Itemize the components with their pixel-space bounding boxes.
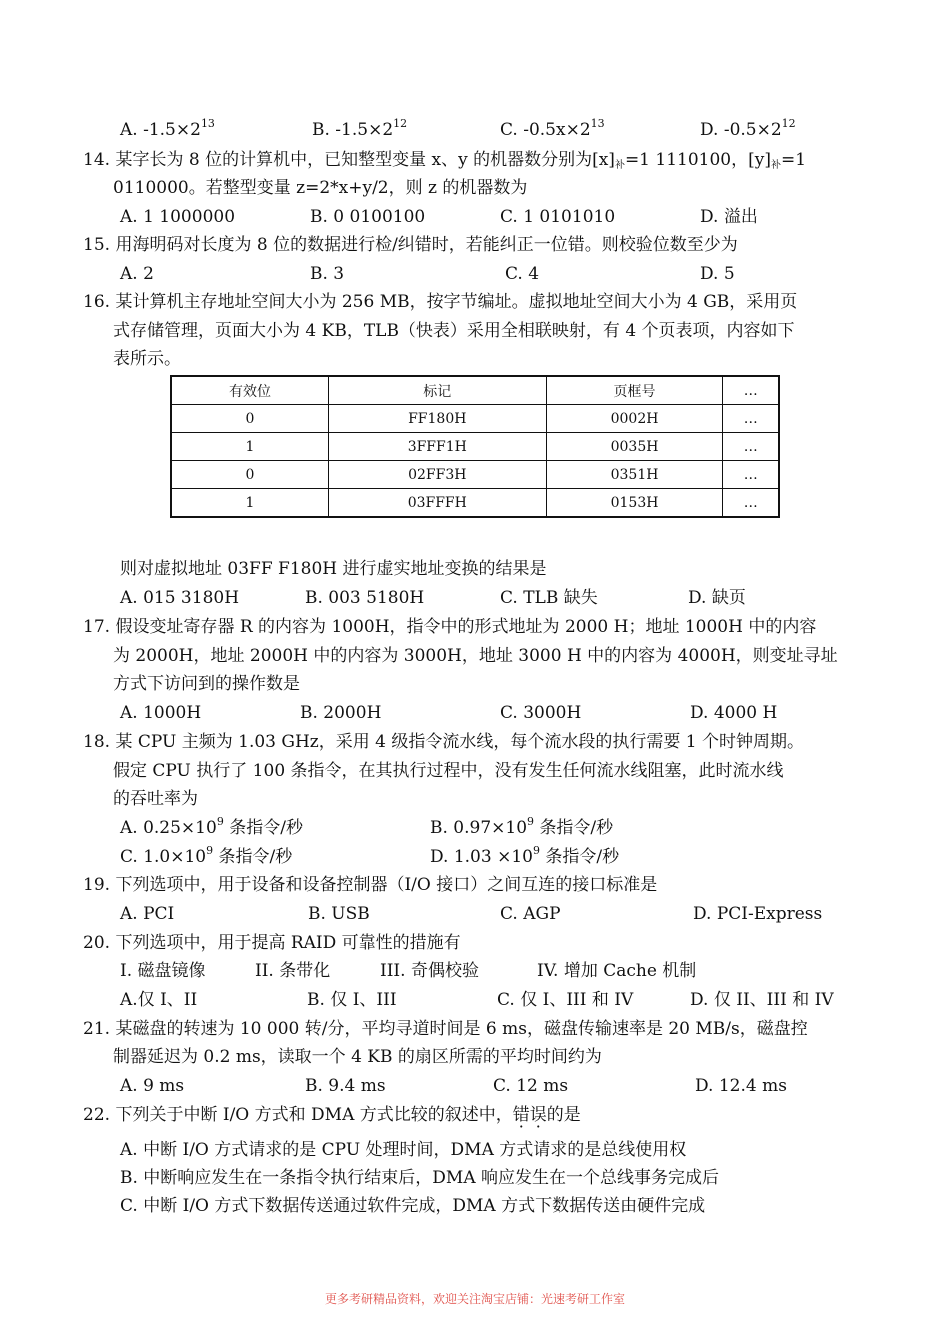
table-header: … [723, 376, 779, 405]
emphasis-char: 误 [529, 1105, 547, 1125]
q15-line1: 15. 用海明码对长度为 8 位的数据进行检/纠错时，若能纠正一位错。则校验位数至少为 [83, 235, 738, 255]
q21-option-d: D. 12.4 ms [695, 1076, 787, 1096]
table-cell: … [723, 433, 779, 461]
q20-option-b: B. 仅 I、III [307, 990, 397, 1010]
table-cell: … [723, 489, 779, 518]
q21-option-a: A. 9 ms [120, 1076, 185, 1096]
table-header: 标记 [328, 376, 546, 405]
q18-option-c: C. $1.0\times 10^9$ 条指令/秒 [120, 844, 293, 867]
q15-option-c: C. 4 [505, 264, 540, 284]
q16-line2: 式存储管理，页面大小为 4 KB，TLB（快表）采用全相联映射，有 4 个页表项，内容如下 [113, 321, 795, 341]
q20-option-d: D. 仅 II、III 和 IV [690, 990, 834, 1010]
q21-line1: 21. 某磁盘的转速为 10 000 转/分，平均寻道时间是 6 ms，磁盘传输速率是 20 MB/s，磁盘控 [83, 1019, 808, 1039]
q21-line2: 制器延迟为 0.2 ms，读取一个 4 KB 的扇区所需的平均时间约为 [113, 1047, 602, 1067]
emphasis-char: 错 [512, 1105, 530, 1125]
q22-option-b: B. 中断响应发生在一条指令执行结束后，DMA 响应发生在一个总线事务完成后 [120, 1168, 720, 1188]
q13-option-b: B. $-1.5\times 2^{12}$ [312, 117, 408, 140]
q19-option-c: C. AGP [500, 904, 561, 924]
q17-option-b: B. 2000H [300, 703, 382, 723]
q20-item-2: II. 条带化 [255, 961, 331, 981]
table-cell: 03FFFH [328, 489, 546, 518]
table-row [171, 461, 779, 489]
q19-line1: 19. 下列选项中，用于设备和设备控制器（I/O 接口）之间互连的接口标准是 [83, 875, 658, 895]
table-header-row [171, 376, 779, 405]
q19-option-a: A. PCI [120, 904, 175, 924]
table-cell: 3FFF1H [328, 433, 546, 461]
table-row [171, 433, 779, 461]
table-cell: 0 [171, 461, 328, 489]
q14-option-a: A. 1 1000000 [120, 207, 236, 227]
table-cell: 1 [171, 433, 328, 461]
footer-watermark-text: 更多考研精品资料，欢迎关注淘宝店铺：光速考研工作室 [324, 1292, 625, 1306]
table-cell: 02FF3H [328, 461, 546, 489]
q21-option-c: C. 12 ms [493, 1076, 569, 1096]
q18-option-b: B. $0.97\times 10^9$ 条指令/秒 [430, 815, 614, 838]
q15-option-d: D. 5 [700, 264, 735, 284]
q18-option-d: D. $1.03 \times 10^9$ 条指令/秒 [430, 844, 620, 867]
q22-option-c: C. 中断 I/O 方式下数据传送通过软件完成，DMA 方式下数据传送由硬件完成 [120, 1196, 706, 1216]
q14-option-d: D. 溢出 [700, 207, 758, 227]
q18-option-a: A. $0.25\times 10^9$ 条指令/秒 [120, 815, 303, 838]
table-row [171, 405, 779, 433]
q16-line3: 表所示。 [113, 349, 181, 369]
q18-line1: 18. 某 CPU 主频为 1.03 GHz，采用 4 级指令流水线，每个流水段的执行需要 1 个时钟周期。 [83, 732, 805, 752]
q22-line1: 22. 下列关于中断 I/O 方式和 DMA 方式比较的叙述中，错误的是 [83, 1105, 581, 1125]
table-cell: 0351H [546, 461, 723, 489]
q14-option-b: B. 0 0100100 [310, 207, 426, 227]
q17-option-d: D. 4000 H [690, 703, 778, 723]
q17-line1: 17. 假设变址寄存器 R 的内容为 1000H，指令中的形式地址为 2000 H；地址 1000H 中的内容 [83, 617, 817, 637]
q16-after-table: 则对虚拟地址 03FF F180H 进行虚实地址变换的结果是 [120, 559, 547, 579]
q14-line1: 14. 某字长为 8 位的计算机中，已知整型变量 x、y 的机器数分别为$[x]_补=1$ 1110100，$[y]_补=1$ [83, 150, 807, 171]
table-cell: 0 [171, 405, 328, 433]
table-row [171, 489, 779, 518]
q20-line1: 20. 下列选项中，用于提高 RAID 可靠性的措施有 [83, 933, 461, 953]
q15-option-a: A. 2 [120, 264, 154, 284]
q16-option-a: A. 015 3180H [120, 588, 240, 608]
q18-line3: 的吞吐率为 [113, 789, 198, 809]
table-cell: … [723, 405, 779, 433]
q14-option-c: C. 1 0101010 [500, 207, 616, 227]
q20-item-1: I. 磁盘镜像 [120, 961, 206, 981]
table-header: 有效位 [171, 376, 328, 405]
table-cell: FF180H [328, 405, 546, 433]
q13-option-a: A. $-1.5\times 2^{13}$ [120, 117, 215, 140]
q15-option-b: B. 3 [310, 264, 345, 284]
q17-line3: 方式下访问到的操作数是 [113, 674, 300, 694]
q13-option-d: D. $-0.5\times 2^{12}$ [700, 117, 796, 140]
q20-item-3: III. 奇偶校验 [380, 961, 479, 981]
table-cell: 1 [171, 489, 328, 518]
q21-option-b: B. 9.4 ms [305, 1076, 386, 1096]
q20-item-4: IV. 增加 Cache 机制 [537, 961, 697, 981]
q20-option-c: C. 仅 I、III 和 IV [497, 990, 634, 1010]
table-header: 页框号 [546, 376, 723, 405]
q13-option-c: C. $-0.5x\times 2^{13}$ [500, 117, 605, 140]
q17-option-c: C. 3000H [500, 703, 582, 723]
table-cell: … [723, 461, 779, 489]
q17-option-a: A. 1000H [120, 703, 202, 723]
q16-option-c: C. TLB 缺失 [500, 588, 598, 608]
q16-option-b: B. 003 5180H [305, 588, 425, 608]
q18-line2: 假定 CPU 执行了 100 条指令，在其执行过程中，没有发生任何流水线阻塞，此时流水线 [113, 761, 784, 781]
tlb-table [170, 375, 780, 518]
q20-option-a: A.仅 I、II [120, 990, 198, 1010]
q14-line2: 0110000。若整型变量 z=2*x+y/2，则 z 的机器数为 [113, 178, 528, 198]
q22-option-a: A. 中断 I/O 方式请求的是 CPU 处理时间，DMA 方式请求的是总线使用权 [120, 1140, 687, 1160]
table-cell: 0002H [546, 405, 723, 433]
q17-line2: 为 2000H，地址 2000H 中的内容为 3000H，地址 3000 H 中的内容为 4000H，则变址寻址 [113, 646, 838, 666]
table-cell: 0035H [546, 433, 723, 461]
table-cell: 0153H [546, 489, 723, 518]
q16-option-d: D. 缺页 [688, 588, 746, 608]
q16-line1: 16. 某计算机主存地址空间大小为 256 MB，按字节编址。虚拟地址空间大小为 4 GB，采用页 [83, 292, 798, 312]
q19-option-b: B. USB [308, 904, 370, 924]
q19-option-d: D. PCI-Express [693, 904, 823, 924]
